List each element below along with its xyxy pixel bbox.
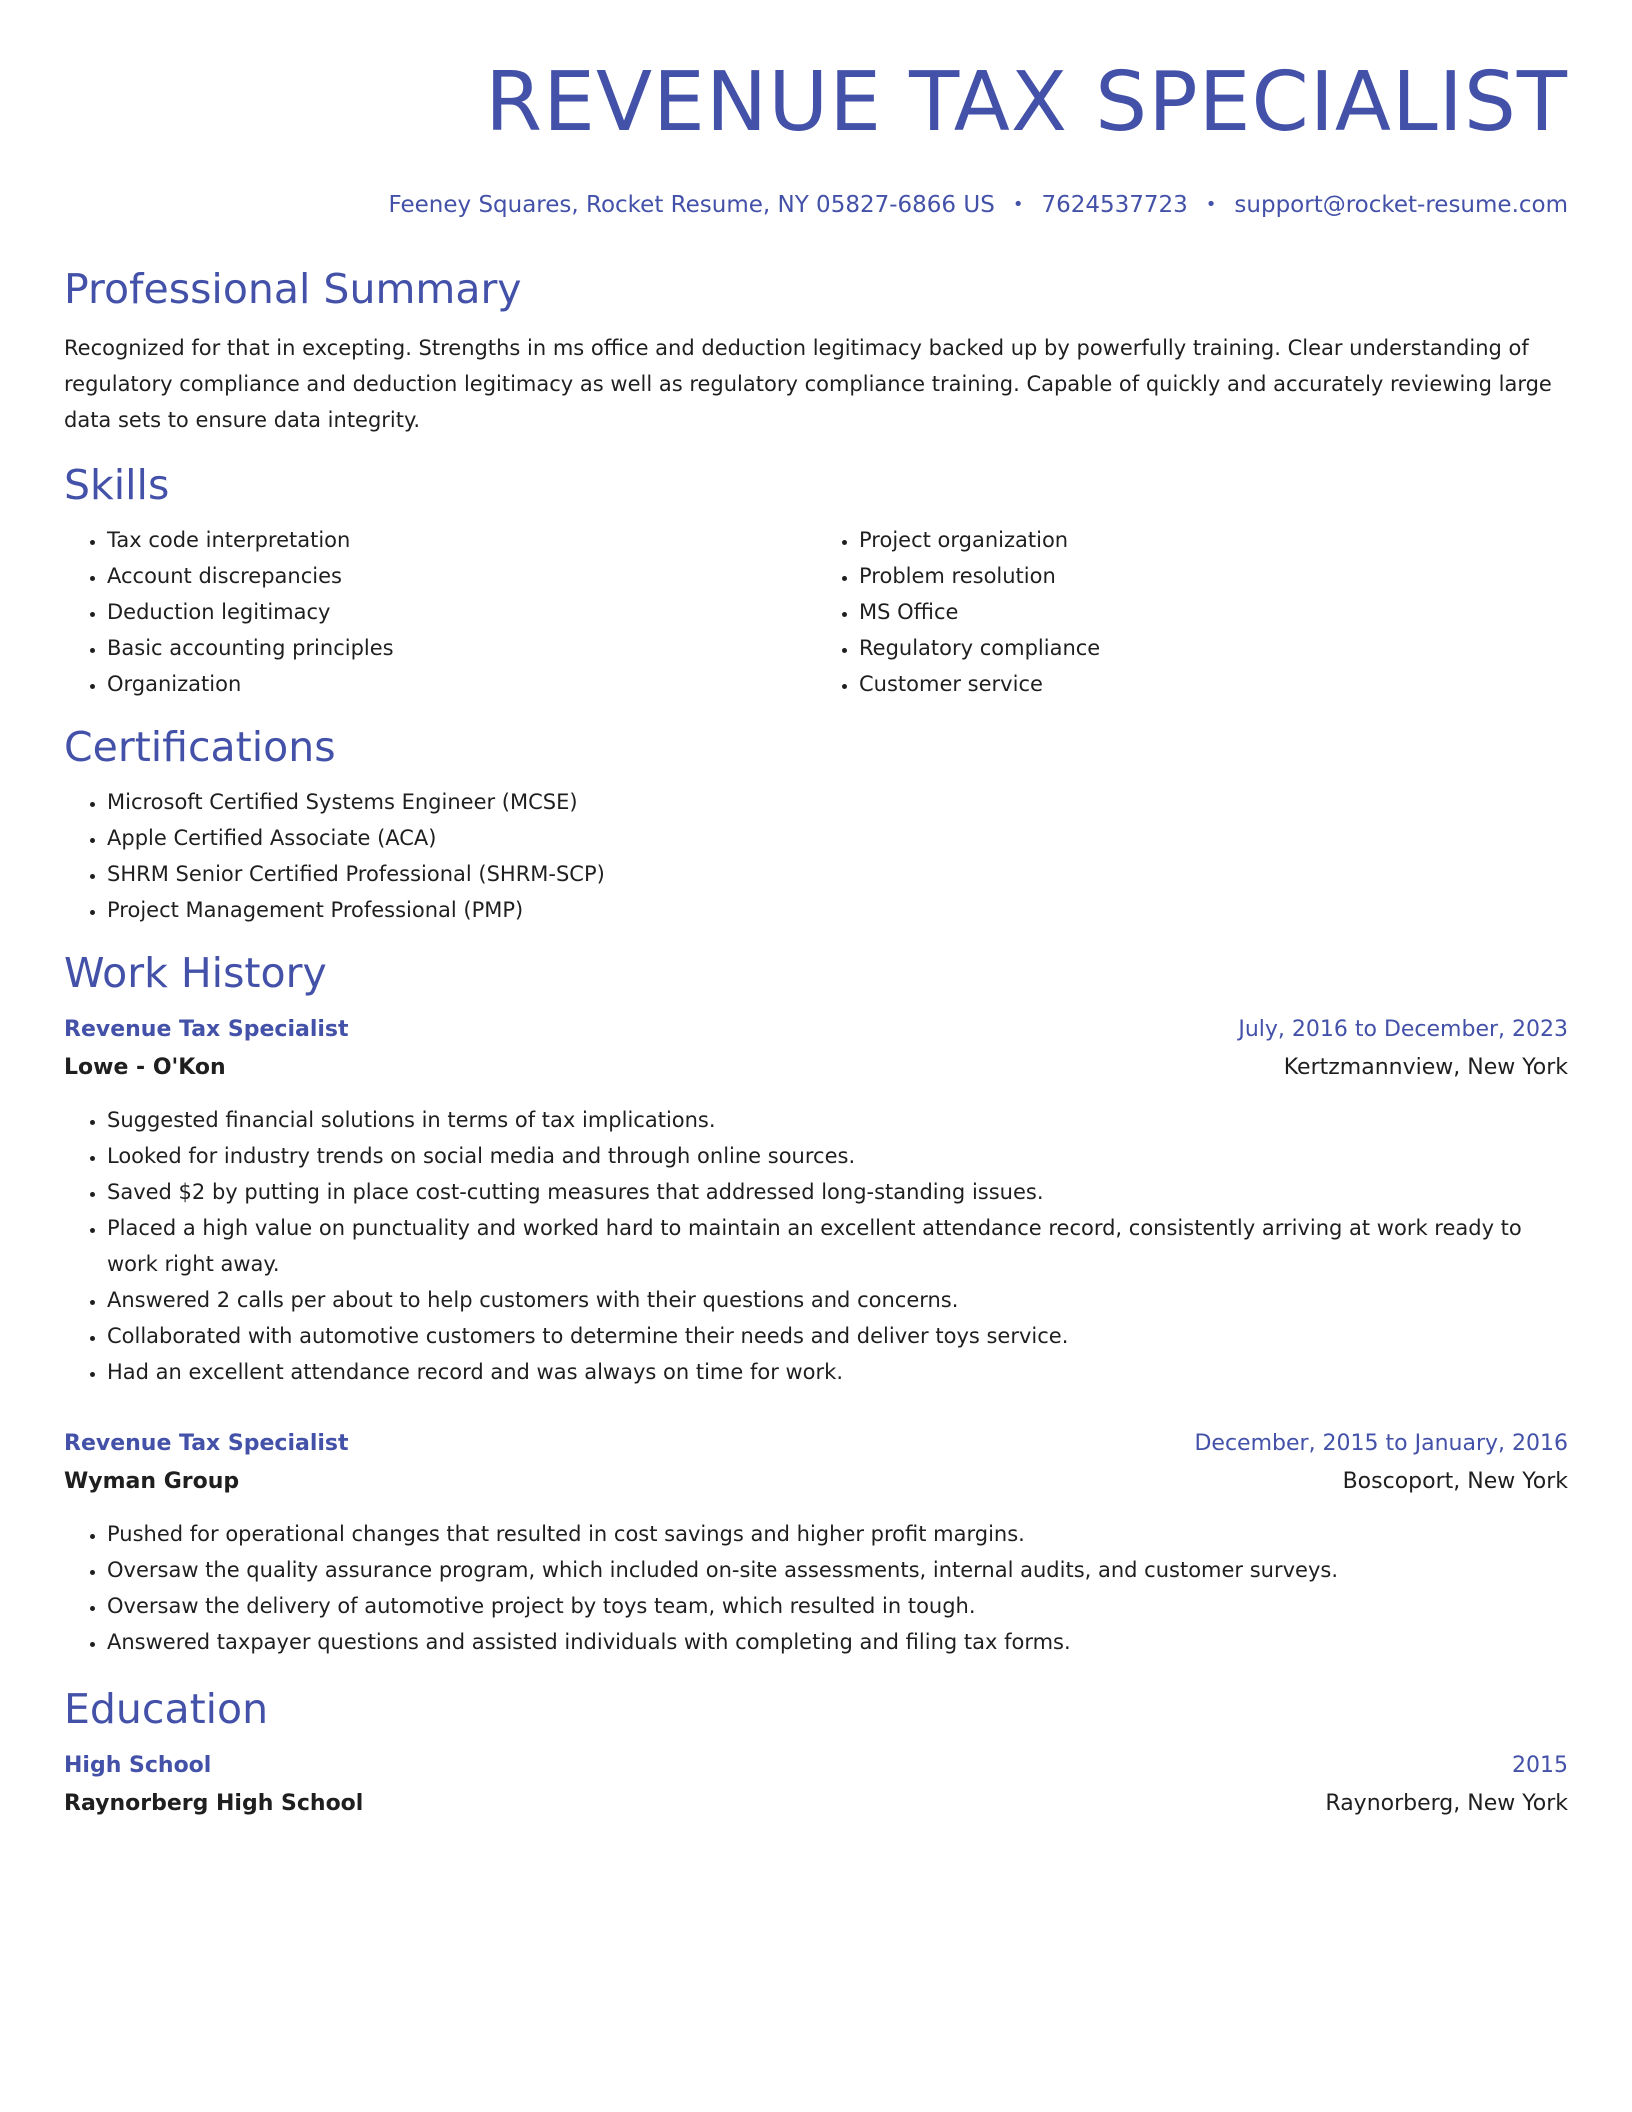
education-section <box>64 1684 1568 1824</box>
education-school: Raynorberg High School <box>64 1791 364 1816</box>
job-role: Revenue Tax Specialist <box>64 1431 349 1456</box>
list-item: • Suggested financial solutions in terms of tax implications. <box>107 1102 1568 1138</box>
contact-email: support@rocket-resume.com <box>1234 192 1568 218</box>
skills-list-right <box>816 522 1568 702</box>
list-item: • Looked for industry trends on social media and through online sources. <box>107 1138 1568 1174</box>
skills-list-left <box>64 522 816 702</box>
list-item: • Placed a high value on punctuality and worked hard to maintain an excellent attendance record, consistently arriving at work ready to work right away. <box>107 1210 1568 1282</box>
contact-phone: 7624537723 <box>1041 192 1188 218</box>
list-item: • Customer service <box>859 666 1568 702</box>
job-entry <box>64 1012 1568 1390</box>
list-item: • Problem resolution <box>859 558 1568 594</box>
certifications-heading: Certifications <box>64 723 336 771</box>
list-item: • Collaborated with automotive customers to determine their needs and deliver toys service. <box>107 1318 1568 1354</box>
list-item: • Account discrepancies <box>107 558 816 594</box>
job-location: Boscoport, New York <box>1342 1469 1568 1494</box>
education-entry <box>64 1748 1568 1824</box>
list-item: • Regulatory compliance <box>859 630 1568 666</box>
summary-section <box>64 264 1568 438</box>
job-location: Kertzmannview, New York <box>1283 1055 1568 1080</box>
list-item: • Answered 2 calls per about to help customers with their questions and concerns. <box>107 1282 1568 1318</box>
job-dates: July, 2016 to December, 2023 <box>1238 1017 1568 1042</box>
job-dates: December, 2015 to January, 2016 <box>1194 1431 1568 1456</box>
education-location: Raynorberg, New York <box>1325 1791 1568 1816</box>
job-title-row <box>64 1426 1568 1462</box>
summary-heading: Professional Summary <box>64 265 522 313</box>
list-item: • Basic accounting principles <box>107 630 816 666</box>
list-item: • Answered taxpayer questions and assisted individuals with completing and filing tax forms. <box>107 1624 1568 1660</box>
job-title-row <box>64 1012 1568 1048</box>
education-year: 2015 <box>1512 1753 1568 1778</box>
education-degree: High School <box>64 1753 212 1778</box>
education-school-row <box>64 1784 1568 1824</box>
list-item: • Project organization <box>859 522 1568 558</box>
contact-separator: • <box>1205 194 1217 215</box>
list-item: • SHRM Senior Certified Professional (SHRM-SCP) <box>107 856 1568 892</box>
skills-section <box>64 460 1568 702</box>
contact-separator: • <box>1012 194 1024 215</box>
skills-grid <box>64 522 1568 702</box>
education-degree-row <box>64 1748 1568 1784</box>
job-entry <box>64 1426 1568 1660</box>
education-heading: Education <box>64 1685 269 1733</box>
work-history-heading: Work History <box>64 949 327 997</box>
job-company-row <box>64 1462 1568 1502</box>
job-bullets <box>64 1516 1568 1660</box>
list-item: • Had an excellent attendance record and was always on time for work. <box>107 1354 1568 1390</box>
list-item: • Deduction legitimacy <box>107 594 816 630</box>
list-item: • Microsoft Certified Systems Engineer (MCSE) <box>107 784 1568 820</box>
list-item: • Organization <box>107 666 816 702</box>
list-item: • Apple Certified Associate (ACA) <box>107 820 1568 856</box>
certifications-list <box>64 784 1568 928</box>
list-item: • Oversaw the delivery of automotive project by toys team, which resulted in tough. <box>107 1588 1568 1624</box>
job-role: Revenue Tax Specialist <box>64 1017 349 1042</box>
job-company-row <box>64 1048 1568 1088</box>
list-item: • Project Management Professional (PMP) <box>107 892 1568 928</box>
list-item: • Oversaw the quality assurance program, which included on-site assessments, internal audits, and customer surveys. <box>107 1552 1568 1588</box>
resume-header <box>64 0 1568 220</box>
page-title: REVENUE TAX SPECIALIST <box>485 55 1568 150</box>
contact-line <box>64 190 1568 220</box>
contact-address: Feeney Squares, Rocket Resume, NY 05827-6866 US <box>388 192 995 218</box>
certifications-section <box>64 722 1568 928</box>
job-company: Wyman Group <box>64 1469 240 1494</box>
list-item: • Pushed for operational changes that resulted in cost savings and higher profit margins. <box>107 1516 1568 1552</box>
work-history-section <box>64 948 1568 1660</box>
job-bullets <box>64 1102 1568 1390</box>
summary-text: Recognized for that in excepting. Strengths in ms office and deduction legitimacy backed up by powerfully training. Clear understanding of regulatory compliance and deduction legitimacy as well as regulatory compliance training. Capable of quickly and accurately reviewing large data sets to ensure data integrity. <box>64 336 1552 432</box>
list-item: • MS Office <box>859 594 1568 630</box>
skills-heading: Skills <box>64 461 170 509</box>
job-company: Lowe - O'Kon <box>64 1055 226 1080</box>
list-item: • Saved $2 by putting in place cost-cutting measures that addressed long-standing issues. <box>107 1174 1568 1210</box>
list-item: • Tax code interpretation <box>107 522 816 558</box>
